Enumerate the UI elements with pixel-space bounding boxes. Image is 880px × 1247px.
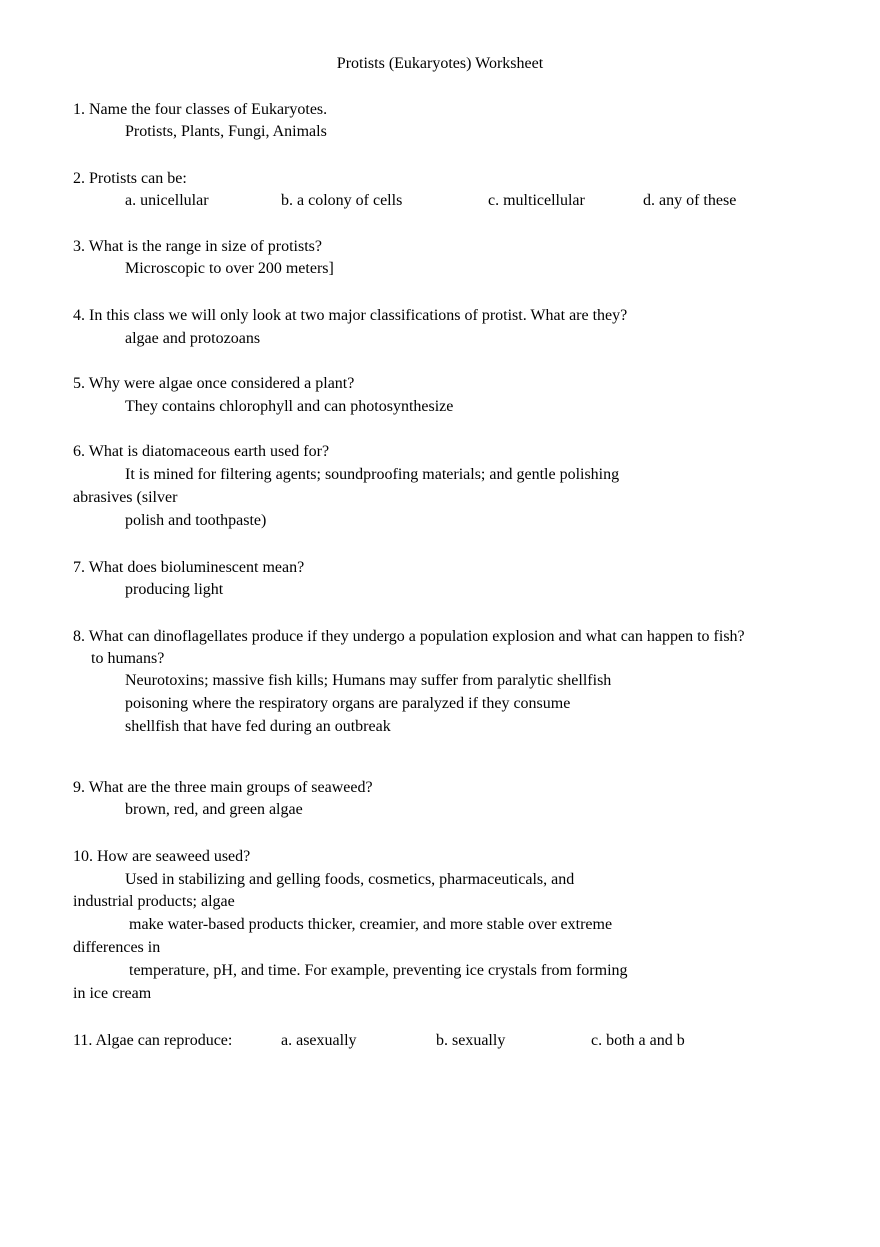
option-2a: a. unicellular	[125, 192, 209, 209]
option-2d: d. any of these	[643, 192, 737, 209]
answer-6-line-3: polish and toothpaste)	[125, 512, 267, 529]
answer-10-line-4: differences in	[73, 939, 161, 956]
question-6: 6. What is diatomaceous earth used for?	[73, 443, 330, 460]
question-1: 1. Name the four classes of Eukaryotes.	[73, 101, 328, 118]
option-11a: a. asexually	[281, 1032, 357, 1049]
option-2c: c. multicellular	[488, 192, 585, 209]
answer-8-line-2: poisoning where the respiratory organs are paralyzed if they consume	[125, 695, 571, 712]
answer-6-line-2: abrasives (silver	[73, 489, 178, 506]
answer-4: algae and protozoans	[125, 330, 261, 347]
option-11b: b. sexually	[436, 1032, 506, 1049]
answer-1: Protists, Plants, Fungi, Animals	[125, 123, 327, 140]
question-4: 4. In this class we will only look at two major classifications of protist. What are they?	[73, 307, 628, 324]
answer-8-line-1: Neurotoxins; massive fish kills; Humans may suffer from paralytic shellfish	[125, 672, 612, 689]
page-title: Protists (Eukaryotes) Worksheet	[336, 55, 544, 72]
answer-9: brown, red, and green algae	[125, 801, 303, 818]
answer-10-line-5: temperature, pH, and time. For example, preventing ice crystals from forming	[129, 962, 628, 979]
question-5: 5. Why were algae once considered a plant?	[73, 375, 355, 392]
answer-8-line-3: shellfish that have fed during an outbreak	[125, 718, 391, 735]
answer-6-line-1: It is mined for filtering agents; soundproofing materials; and gentle polishing	[125, 466, 620, 483]
question-10: 10. How are seaweed used?	[73, 848, 251, 865]
question-2: 2. Protists can be:	[73, 170, 187, 187]
question-7: 7. What does bioluminescent mean?	[73, 559, 305, 576]
question-8-line-1: 8. What can dinoflagellates produce if they undergo a population explosion and what can happen to fish?	[73, 628, 745, 645]
question-3: 3. What is the range in size of protists?	[73, 238, 322, 255]
answer-10-line-3: make water-based products thicker, creamier, and more stable over extreme	[129, 916, 613, 933]
question-9: 9. What are the three main groups of seaweed?	[73, 779, 373, 796]
question-8-line-2: to humans?	[91, 650, 165, 667]
option-11c: c. both a and b	[591, 1032, 685, 1049]
answer-10-line-1: Used in stabilizing and gelling foods, cosmetics, pharmaceuticals, and	[125, 871, 575, 888]
answer-10-line-2: industrial products; algae	[73, 893, 235, 910]
question-11: 11. Algae can reproduce:	[73, 1032, 233, 1049]
answer-10-line-6: in ice cream	[73, 985, 152, 1002]
option-2b: b. a colony of cells	[281, 192, 403, 209]
answer-5: They contains chlorophyll and can photosynthesize	[125, 398, 454, 415]
answer-7: producing light	[125, 581, 224, 598]
answer-3: Microscopic to over 200 meters]	[125, 260, 334, 277]
